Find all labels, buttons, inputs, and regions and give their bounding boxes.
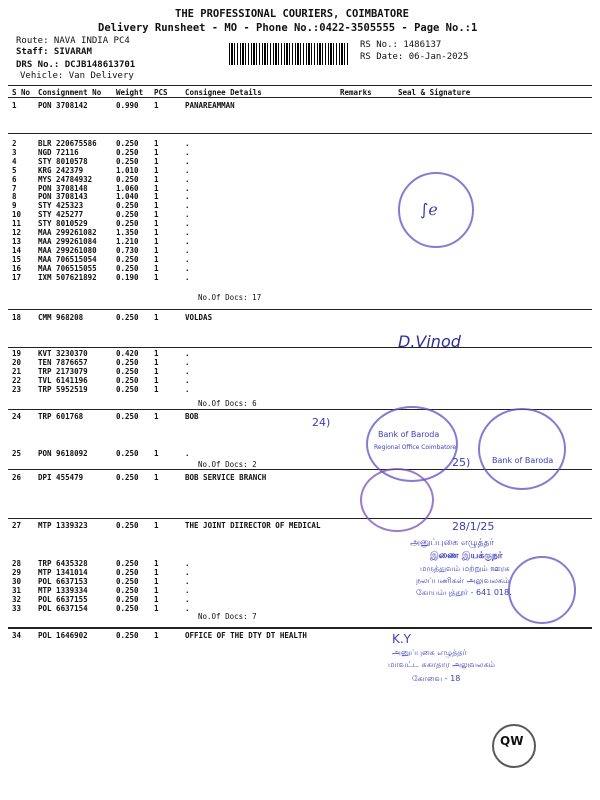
docs-count: No.Of Docs: 6 <box>198 399 257 408</box>
row-sno: 15 <box>12 254 22 264</box>
route: Route: NAVA INDIA PC4 <box>16 36 130 46</box>
row-sno: 27 <box>12 521 22 530</box>
corner-mark: QW <box>500 734 524 748</box>
row-sno: 8 <box>12 192 17 202</box>
row-consignment: IXM 507621892 <box>38 272 97 282</box>
row-weight: 0.250 <box>116 631 139 640</box>
row-weight: 1.010 <box>116 165 139 175</box>
row-consignment: POL 1646902 <box>38 631 88 640</box>
row-pcs: 1 <box>154 245 159 255</box>
col-pcs: PCS <box>154 88 168 97</box>
bank-stamp-1-sub: Regional Office Coimbatore <box>374 444 457 451</box>
row-weight: 0.250 <box>116 254 139 264</box>
row-pcs: 1 <box>154 603 159 613</box>
row-consignee: . <box>185 210 190 220</box>
row-consignee: BOB SERVICE BRANCH <box>185 473 267 482</box>
row-consignment: TVL 6141196 <box>38 375 88 385</box>
row-weight: 0.250 <box>116 201 139 211</box>
col-sno: S No <box>12 88 31 97</box>
row-sno: 7 <box>12 183 17 193</box>
row-pcs: 1 <box>154 366 159 376</box>
row-sno: 24 <box>12 412 22 421</box>
row-pcs: 1 <box>154 228 159 237</box>
row-consignment: MAA 299261084 <box>38 236 97 246</box>
row-consignment: TRP 6435328 <box>38 559 88 568</box>
row-pcs: 1 <box>154 357 159 367</box>
row-weight: 0.250 <box>116 357 139 367</box>
row-weight: 0.420 <box>116 349 139 358</box>
row-consignee: . <box>185 236 190 246</box>
row-consignment: TEN 7876657 <box>38 357 88 367</box>
docs-count: No.Of Docs: 7 <box>198 612 257 621</box>
row-sno: 16 <box>12 263 22 273</box>
row-consignee: BOB <box>185 412 199 421</box>
header-bottom-rule <box>8 97 592 98</box>
row-consignee: . <box>185 201 190 211</box>
company-title: THE PROFESSIONAL COURIERS, COIMBATORE <box>175 8 409 20</box>
row-consignment: MAA 706515055 <box>38 263 97 273</box>
row-consignee: . <box>185 272 190 282</box>
row-weight: 0.250 <box>116 576 139 586</box>
row-pcs: 1 <box>154 594 159 604</box>
col-weight: Weight <box>116 88 144 97</box>
section-rule <box>8 133 592 134</box>
row-pcs: 1 <box>154 585 159 595</box>
col-consignee: Consignee Details <box>185 88 262 97</box>
row-sno: 12 <box>12 228 22 237</box>
row-weight: 0.250 <box>116 412 139 421</box>
row-pcs: 1 <box>154 236 159 246</box>
col-consignment: Consignment No <box>38 88 102 97</box>
drs-number: DRS No.: DCJB148613701 <box>16 60 136 70</box>
row-weight: 0.250 <box>116 219 139 229</box>
row-weight: 0.250 <box>116 139 139 148</box>
bank-stamp-1-text: Bank of Baroda <box>378 430 440 439</box>
row-sno: 32 <box>12 594 22 604</box>
rs-date: RS Date: 06-Jan-2025 <box>360 52 469 62</box>
row-sno: 19 <box>12 349 22 358</box>
row-sno: 31 <box>12 585 22 595</box>
row-consignment: TRP 5952519 <box>38 384 88 394</box>
row-pcs: 1 <box>154 272 159 282</box>
row-sno: 9 <box>12 201 17 211</box>
row-consignment: CMM 968208 <box>38 313 84 322</box>
row-sno: 14 <box>12 245 22 255</box>
row-weight: 0.250 <box>116 263 139 273</box>
row-pcs: 1 <box>154 219 159 229</box>
stamp-34-line-2: மாவட்ட சுகாதார அலுவலகம் <box>388 660 496 669</box>
row-sno: 5 <box>12 165 17 175</box>
bank-stamp-2-text: Bank of Baroda <box>492 456 554 465</box>
row-weight: 0.250 <box>116 313 139 322</box>
row-weight: 1.350 <box>116 228 139 237</box>
row-consignee: . <box>185 594 190 604</box>
staff: Staff: SIVARAM <box>16 47 92 57</box>
rs-number: RS No.: 1486137 <box>360 40 442 50</box>
stamp-34-line-1: அனுப்புகை எழுத்தர் <box>392 648 467 657</box>
row-weight: 0.250 <box>116 594 139 604</box>
row-consignment: PON 3708143 <box>38 192 88 202</box>
row-pcs: 1 <box>154 201 159 211</box>
row-consignment: TRP 2173079 <box>38 366 88 376</box>
row-sno: 18 <box>12 313 22 322</box>
row-consignee: . <box>185 559 190 568</box>
row-consignment: MTP 1341014 <box>38 567 88 577</box>
row-consignment: BLR 220675586 <box>38 139 97 148</box>
row-sno: 22 <box>12 375 22 385</box>
row-pcs: 1 <box>154 313 159 322</box>
row-pcs: 1 <box>154 349 159 358</box>
row-consignee: THE JOINT DIIRECTOR OF MEDICAL <box>185 521 321 530</box>
note-25: 25) <box>452 456 471 469</box>
row-weight: 0.250 <box>116 210 139 220</box>
row-consignment: STY 425323 <box>38 201 84 211</box>
row-consignee: . <box>185 156 190 166</box>
runsheet-title: Delivery Runsheet - MO - Phone No.:0422-3505555 - Page No.:1 <box>98 22 478 34</box>
row-weight: 1.060 <box>116 183 139 193</box>
row-weight: 0.250 <box>116 603 139 613</box>
row-weight: 0.250 <box>116 375 139 385</box>
row-pcs: 1 <box>154 567 159 577</box>
row-pcs: 1 <box>154 174 159 184</box>
row-pcs: 1 <box>154 156 159 166</box>
row-sno: 17 <box>12 272 22 282</box>
row-consignee: . <box>185 139 190 148</box>
row-weight: 0.250 <box>116 174 139 184</box>
row-consignment: NGD 72116 <box>38 147 79 157</box>
row-consignee: VOLDAS <box>185 313 213 322</box>
row-consignment: POL 6637154 <box>38 603 88 613</box>
stamp-34-line-3: கோவை - 18 <box>412 674 461 683</box>
tamil-stamp-line-5: கோயம்புத்தூர் - 641 018. <box>416 588 512 597</box>
row-consignment: MYS 24784932 <box>38 174 93 184</box>
row-consignee: . <box>185 576 190 586</box>
row-sno: 26 <box>12 473 22 482</box>
row-pcs: 1 <box>154 449 159 458</box>
row-consignee: . <box>185 567 190 577</box>
row-pcs: 1 <box>154 183 159 193</box>
row-sno: 6 <box>12 174 17 184</box>
row-weight: 0.190 <box>116 272 139 282</box>
row-sno: 20 <box>12 357 22 367</box>
row-consignee: . <box>185 603 190 613</box>
barcode <box>229 43 349 65</box>
tamil-stamp-line-1: அனுப்புகை எழுத்தர் <box>410 538 495 548</box>
row-sno: 21 <box>12 366 22 376</box>
row-weight: 0.250 <box>116 147 139 157</box>
row-consignment: KRG 242379 <box>38 165 84 175</box>
row-consignee: OFFICE OF THE DTY DT HEALTH <box>185 631 307 640</box>
row-weight: 0.250 <box>116 366 139 376</box>
row-weight: 0.250 <box>116 473 139 482</box>
seal-stamp-26 <box>360 468 434 532</box>
row-consignee: . <box>185 384 190 394</box>
row-sno: 1 <box>12 101 17 110</box>
section-rule <box>8 309 592 310</box>
row-weight: 0.250 <box>116 567 139 577</box>
row-weight: 0.250 <box>116 384 139 394</box>
row-pcs: 1 <box>154 192 159 202</box>
section-rule <box>8 409 592 410</box>
row-sno: 28 <box>12 559 22 568</box>
row-consignment: STY 8010529 <box>38 219 88 229</box>
row-sno: 11 <box>12 219 22 229</box>
row-consignee: . <box>185 174 190 184</box>
row-sno: 3 <box>12 147 17 157</box>
row-weight: 1.210 <box>116 236 139 246</box>
col-remarks: Remarks <box>340 88 372 97</box>
row-pcs: 1 <box>154 101 159 110</box>
row-pcs: 1 <box>154 412 159 421</box>
row-consignee: . <box>185 366 190 376</box>
row-pcs: 1 <box>154 263 159 273</box>
row-weight: 1.040 <box>116 192 139 202</box>
section-rule <box>8 518 592 519</box>
row-consignment: PON 9618092 <box>38 449 88 458</box>
row-sno: 29 <box>12 567 22 577</box>
signature-1-icon: ∫ℯ <box>420 200 438 219</box>
row-consignment: KVT 3230370 <box>38 349 88 358</box>
row-consignment: POL 6637155 <box>38 594 88 604</box>
row-consignee: PANAREAMMAN <box>185 101 235 110</box>
row-weight: 0.250 <box>116 156 139 166</box>
row-pcs: 1 <box>154 139 159 148</box>
row-consignment: DPI 455479 <box>38 473 84 482</box>
row-sno: 10 <box>12 210 22 220</box>
row-sno: 33 <box>12 603 22 613</box>
row-sno: 30 <box>12 576 22 586</box>
row-pcs: 1 <box>154 210 159 220</box>
row-weight: 0.250 <box>116 559 139 568</box>
row-consignee: . <box>185 263 190 273</box>
row-consignment: POL 6637153 <box>38 576 88 586</box>
row-weight: 0.730 <box>116 245 139 255</box>
row-pcs: 1 <box>154 384 159 394</box>
row-pcs: 1 <box>154 521 159 530</box>
row-consignment: MAA 706515054 <box>38 254 97 264</box>
row-consignee: . <box>185 349 190 358</box>
row-pcs: 1 <box>154 254 159 264</box>
row-consignee: . <box>185 219 190 229</box>
note-24: 24) <box>312 416 331 429</box>
section-rule <box>8 628 592 629</box>
row-consignee: . <box>185 375 190 385</box>
row-consignment: STY 425277 <box>38 210 84 220</box>
row-weight: 0.990 <box>116 101 139 110</box>
tamil-stamp-line-4: நலப்பணிகள் அலுவலகம் <box>416 576 510 585</box>
row-pcs: 1 <box>154 147 159 157</box>
row-sno: 34 <box>12 631 22 640</box>
section-rule <box>8 347 592 348</box>
row-sno: 25 <box>12 449 22 458</box>
row-weight: 0.250 <box>116 449 139 458</box>
row-consignment: TRP 601768 <box>38 412 84 421</box>
header-top-rule <box>8 85 592 86</box>
row-sno: 23 <box>12 384 22 394</box>
row-consignee: . <box>185 192 190 202</box>
row-consignee: . <box>185 183 190 193</box>
stamp-34-signature: K.Y <box>392 632 412 646</box>
row-consignment: MAA 299261082 <box>38 228 97 237</box>
col-seal: Seal & Signature <box>398 88 471 97</box>
row-consignee: . <box>185 357 190 367</box>
row-pcs: 1 <box>154 631 159 640</box>
row-sno: 13 <box>12 236 22 246</box>
docs-count: No.Of Docs: 2 <box>198 460 257 469</box>
row-consignee: . <box>185 254 190 264</box>
row-pcs: 1 <box>154 473 159 482</box>
row-pcs: 1 <box>154 165 159 175</box>
row-consignment: STY 8010578 <box>38 156 88 166</box>
row-consignee: . <box>185 165 190 175</box>
docs-count: No.Of Docs: 17 <box>198 293 262 302</box>
row-consignment: PON 3708148 <box>38 183 88 193</box>
voldas-signature: D.Vinod <box>398 332 461 351</box>
row-consignment: MTP 1339323 <box>38 521 88 530</box>
row-weight: 0.250 <box>116 585 139 595</box>
tamil-stamp-line-3: மருத்துவம் மற்றும் ஊரக <box>420 564 510 573</box>
row-consignee: . <box>185 147 190 157</box>
row-pcs: 1 <box>154 559 159 568</box>
tamil-stamp-line-2: இணை இயக்குநர் <box>430 551 503 561</box>
row-consignee: . <box>185 585 190 595</box>
seal-stamp-27 <box>508 556 576 624</box>
row-weight: 0.250 <box>116 521 139 530</box>
vehicle: Vehicle: Van Delivery <box>20 71 134 81</box>
row-sno: 2 <box>12 139 17 148</box>
row-consignee: . <box>185 228 190 237</box>
row-sno: 4 <box>12 156 17 166</box>
row-consignee: . <box>185 245 190 255</box>
row-consignment: PON 3708142 <box>38 101 88 110</box>
row-pcs: 1 <box>154 576 159 586</box>
handwritten-date: 28/1/25 <box>452 520 495 533</box>
bank-stamp-2 <box>478 408 566 490</box>
row-consignment: MTP 1339334 <box>38 585 88 595</box>
row-consignment: MAA 299261080 <box>38 245 97 255</box>
row-consignee: . <box>185 449 190 458</box>
row-pcs: 1 <box>154 375 159 385</box>
